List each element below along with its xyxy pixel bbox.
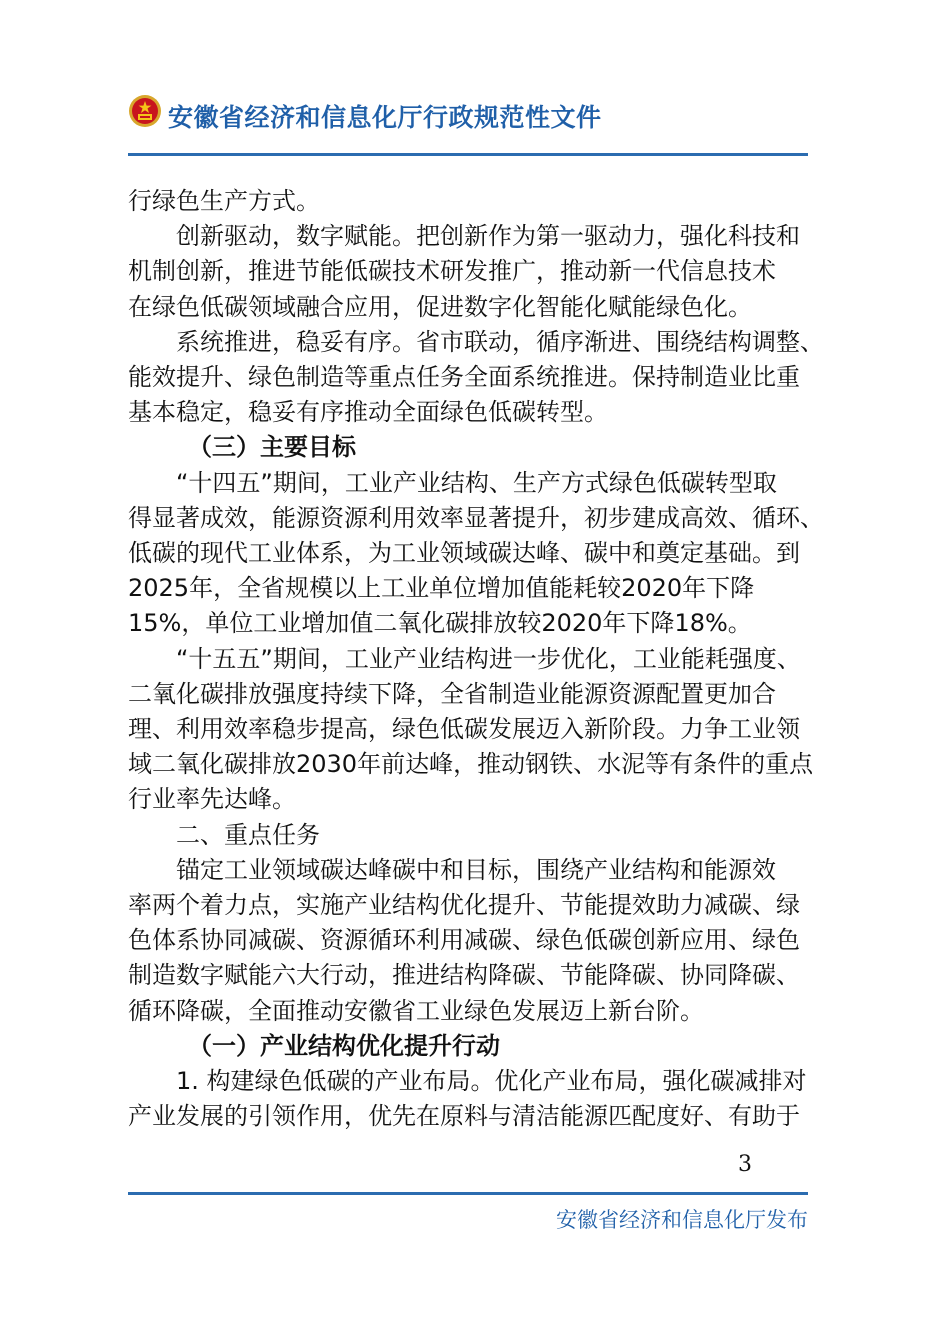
footer-divider — [128, 1192, 808, 1195]
body-line: 低碳的现代工业体系，为工业领域碳达峰、碳中和奠定基础。到 — [128, 539, 800, 568]
header-divider — [128, 153, 808, 156]
body-line: 2025年，全省规模以上工业单位增加值能耗较2020年下降 — [128, 574, 755, 603]
page-number: 3 — [738, 1152, 752, 1177]
body-line: 能效提升、绿色制造等重点任务全面系统推进。保持制造业比重 — [128, 363, 800, 392]
body-line: 率两个着力点，实施产业结构优化提升、节能提效助力减碳、绿 — [128, 891, 800, 920]
body-line: 在绿色低碳领域融合应用，促进数字化智能化赋能绿色化。 — [128, 292, 752, 321]
section-heading: （三）主要目标 — [188, 433, 356, 462]
body-line: “十四五”期间，工业产业结构、生产方式绿色低碳转型取 — [176, 468, 777, 497]
body-line: 得显著成效，能源资源利用效率显著提升，初步建成高效、循环、 — [128, 503, 824, 532]
body-line: 制造数字赋能六大行动，推进结构降碳、节能降碳、协同降碳、 — [128, 961, 800, 990]
body-line: 15%，单位工业增加值二氧化碳排放较2020年下降18%。 — [128, 609, 752, 638]
document-header — [128, 92, 808, 140]
body-line: 色体系协同减碳、资源循环利用减碳、绿色低碳创新应用、绿色 — [128, 926, 800, 955]
body-line: 基本稳定，稳妥有序推动全面绿色低碳转型。 — [128, 398, 608, 427]
national-emblem-icon — [128, 94, 162, 128]
body-line: 系统推进，稳妥有序。省市联动，循序渐进、围绕结构调整、 — [176, 327, 824, 356]
document-body — [128, 184, 840, 1134]
body-line: 产业发展的引领作用，优先在原料与清洁能源匹配度好、有助于 — [128, 1102, 800, 1131]
body-line: 理、利用效率稳步提高，绿色低碳发展迈入新阶段。力争工业领 — [128, 715, 800, 744]
section-heading: （一）产业结构优化提升行动 — [188, 1031, 500, 1060]
body-line: 机制创新，推进节能低碳技术研发推广，推动新一代信息技术 — [128, 257, 776, 286]
document-header-title: 安徽省经济和信息化厅行政规范性文件 — [168, 103, 602, 132]
body-line: 行绿色生产方式。 — [128, 187, 320, 215]
body-line: “十五五”期间，工业产业结构进一步优化，工业能耗强度、 — [176, 644, 801, 673]
body-line: 锚定工业领域碳达峰碳中和目标，围绕产业结构和能源效 — [176, 855, 776, 884]
body-line: 域二氧化碳排放2030年前达峰，推动钢铁、水泥等有条件的重点 — [128, 750, 814, 779]
body-line: 二氧化碳排放强度持续下降，全省制造业能源资源配置更加合 — [128, 679, 776, 708]
body-line: 行业率先达峰。 — [128, 785, 296, 814]
body-line: 循环降碳，全面推动安徽省工业绿色发展迈上新台阶。 — [128, 996, 704, 1025]
body-line: 创新驱动，数字赋能。把创新作为第一驱动力，强化科技和 — [176, 222, 800, 251]
body-line: 1. 构建绿色低碳的产业布局。优化产业布局，强化碳减排对 — [176, 1067, 807, 1096]
footer-publisher: 安徽省经济和信息化厅发布 — [556, 1208, 808, 1232]
body-line: 二、重点任务 — [176, 820, 320, 849]
